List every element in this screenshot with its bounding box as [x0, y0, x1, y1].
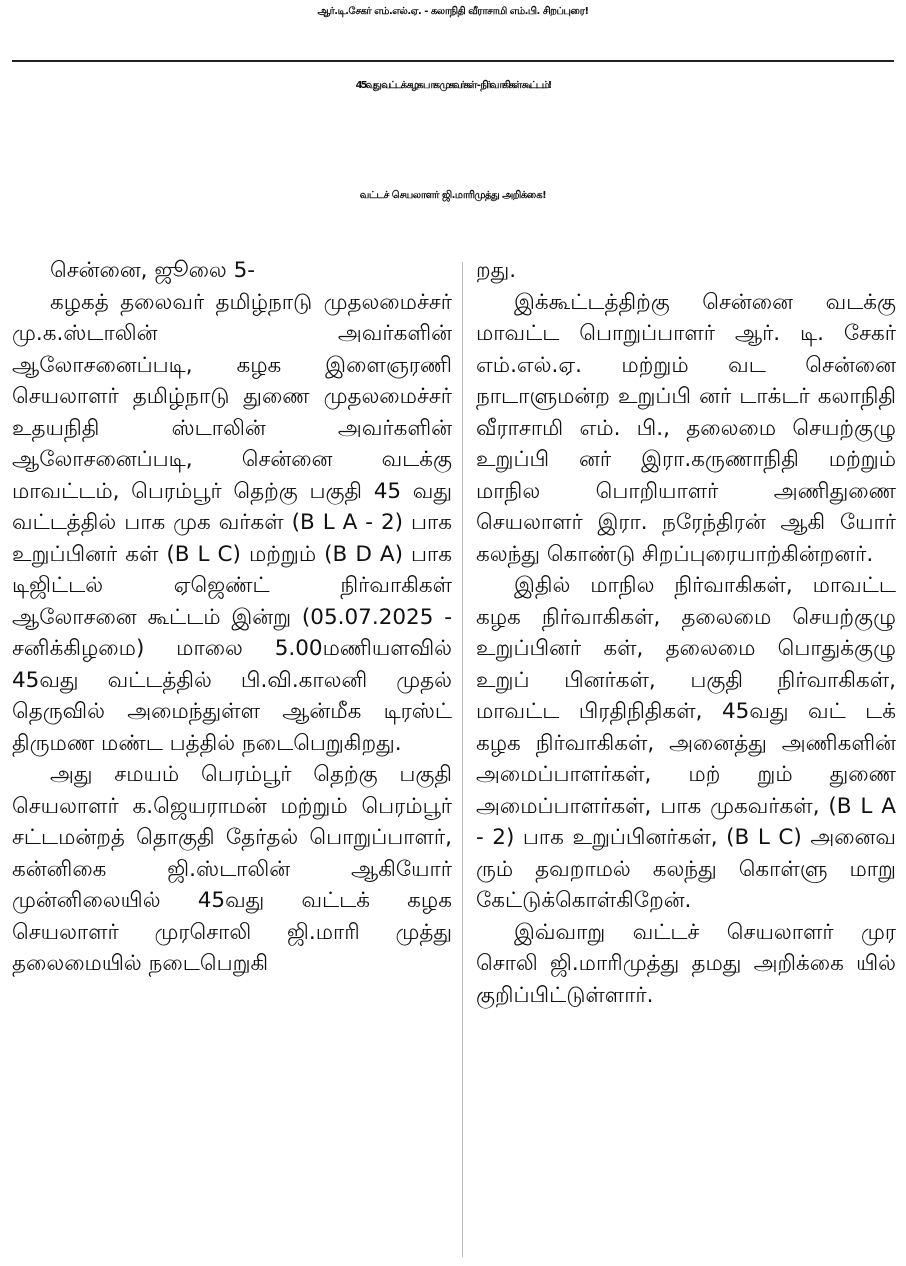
sub-headline: வட்டச் செயலாளர் ஜி.மாரிமுத்து அறிக்கை! — [359, 190, 547, 201]
paragraph: இக்கூட்டத்திற்கு சென்னை வடக்கு மாவட்ட பொறுப்பாளர் ஆர். டி. சேகர் எம்.எல்.ஏ. மற்றும் வட சென்னை நாடாளுமன்ற உறுப்பி னர் டாக்டர் கலாநிதி வீராசாமி எம். பி., தலைமை செயற்குழு உறுப்பி னர் இரா.கருணாநிதி மற்றும் மாநில பொறியாளர் அணிதுணை செயலாளர் இரா. நரேந்திரன் ஆகி யோர் கலந்து கொண்டு சிறப்புரையாற்கின்றனர். — [476, 289, 896, 567]
paragraph: இதில் மாநில நிர்வாகிகள், மாவட்ட கழக நிர்வாகிகள், தலைமை செயற்குழு உறுப்பினர் கள், தலைமை பொதுக்குழு உறுப் பினர்கள், பகுதி நிர்வாகிகள், மாவட்ட பிரதிநிதிகள், 45வது வட் டக் கழக நிர்வாகிகள், அனைத்து அணிகளின் அமைப்பாளர்கள், மற் றும் துணை அமைப்பாளர்கள், பாக முகவர்கள், (B L A - 2) பாக உறுப்பினர்கள், (B L C) அனைவ ரும் தவறாமல் கலந்து கொள்ளு மாறு கேட்டுக்கொள்கிறேன். — [476, 573, 896, 913]
paragraph: அது சமயம் பெரம்பூர் தெற்கு பகுதி செயலாளர் க.ஜெயராமன் மற்றும் பெரம்பூர் சட்டமன்றத் தொகுதி தேர்தல் பொறுப்பாளர், கன்னிகை ஜி.ஸ்டாலின் ஆகியோர் முன்னிலையில் 45வது வட்டக் கழக செயலாளர் முரசொலி ஜி.மாரி முத்து தலைமையில் நடைபெறுகி — [12, 762, 452, 976]
kicker-divider — [12, 60, 894, 62]
paragraph: இவ்வாறு வட்டச் செயலாளர் முர சொலி ஜி.மாரிமுத்து தமது அறிக்கை யில் குறிப்பிட்டுள்ளார். — [476, 919, 896, 1008]
paragraph-continuation: றது. — [476, 258, 517, 283]
paragraph: கழகத் தலைவர் தமிழ்நாடு முதலமைச்சர் மு.க.ஸ்டாலின் அவர்களின் ஆலோசனைப்படி, கழக இளைஞரணி செயலாளர் தமிழ்நாடு துணை முதலமைச்சர் உதயநிதி ஸ்டாலின் அவர்களின் ஆலோசனைப்படி, சென்னை வடக்கு மாவட்டம், பெரம்பூர் தெற்கு பகுதி 45 வது வட்டத்தில் பாக முக வர்கள் (B L A - 2) பாக உறுப்பினர் கள் (B L C) மற்றும் (B D A) பாக டிஜிட்டல் ஏஜெண்ட் நிர்வாகிகள் ஆலோசனை கூட்டம் இன்று (05.07.2025 - சனிக்கிழமை) மாலை 5.00மணியளவில் 45வது வட்டத்தில் பி.வி.காலனி முதல் தெருவில் அமைந்துள்ள ஆன்மீக டிரஸ்ட் திருமண மண்ட பத்தில் நடைபெறுகிறது. — [12, 289, 452, 756]
main-headline: 45வது வட்டக் கழக பாக முகவர்கள் - நிர்வாகிகள் கூட்டம்! — [355, 80, 551, 91]
dateline: சென்னை, ஜூலை 5- — [50, 258, 256, 283]
column-divider — [462, 262, 463, 1257]
kicker-line: ஆர்.டி.சேகர் எம்.எல்.ஏ. - கலாநிதி வீராசாமி எம்.பி. சிறப்புரை! — [317, 6, 589, 17]
article-left-column — [12, 255, 452, 980]
article-right-column — [476, 255, 896, 1011]
